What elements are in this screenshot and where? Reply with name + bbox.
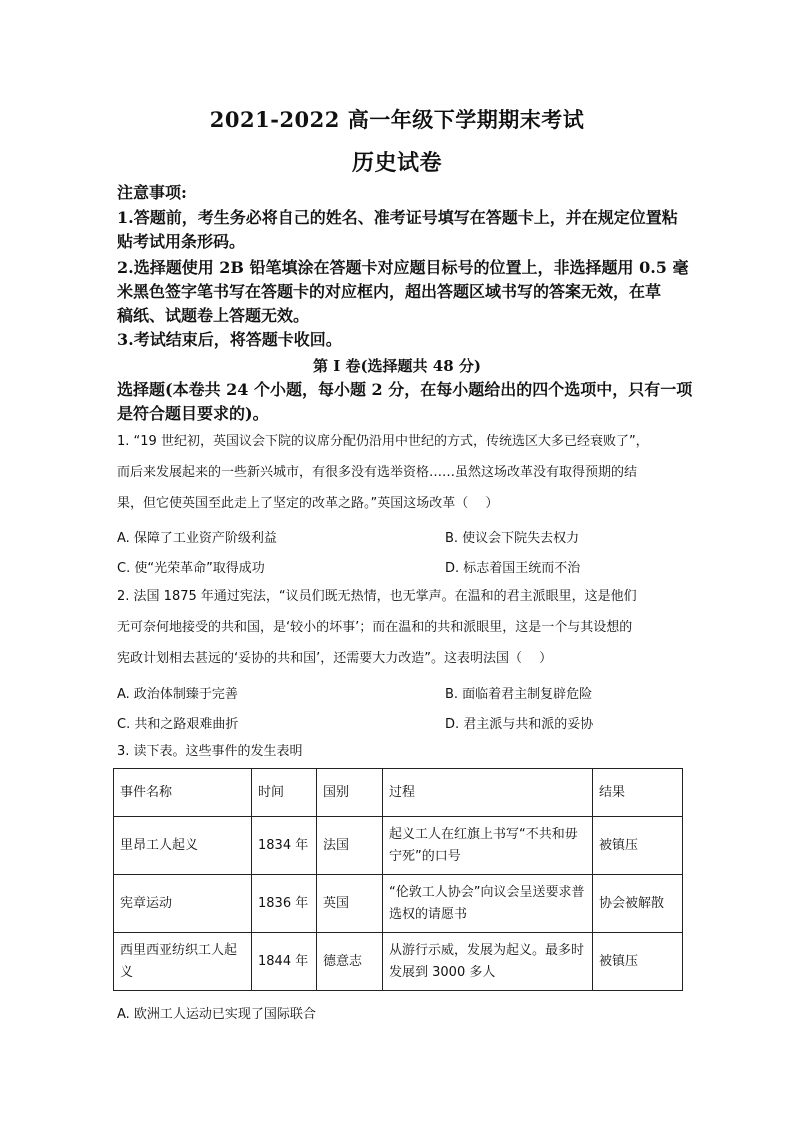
section-instruction: 选择题(本卷共 24 个小题，每小题 2 分，在每小题给出的四个选项中，只有一项 bbox=[117, 380, 693, 399]
notice-heading: 注意事项: bbox=[117, 183, 187, 202]
section-title: 第 I 卷(选择题共 48 分) bbox=[313, 357, 481, 375]
option-a: A. 保障了工业资产阶级利益 bbox=[117, 531, 277, 546]
table-row bbox=[114, 875, 683, 933]
question-text: 3. 读下表。这些事件的发生表明 bbox=[117, 744, 303, 759]
option-a: A. 欧洲工人运动已实现了国际联合 bbox=[117, 1007, 316, 1022]
option-c: C. 共和之路艰难曲折 bbox=[117, 717, 239, 732]
table-header: 事件名称 bbox=[114, 769, 252, 817]
question-text: 无可奈何地接受的共和国，是‘较小的坏事’；而在温和的共和派眼里，这是一个与其设想的 bbox=[117, 620, 633, 635]
table-cell: “伦敦工人协会”向议会呈送要求普选权的请愿书 bbox=[383, 875, 593, 933]
notice-line: 米黑色签字笔书写在答题卡的对应框内，超出答题区域书写的答案无效，在草 bbox=[117, 282, 662, 301]
table-cell: 里昂工人起义 bbox=[114, 817, 252, 875]
table-row bbox=[114, 817, 683, 875]
option-b: B. 面临着君主制复辟危险 bbox=[445, 687, 593, 702]
table-cell: 法国 bbox=[317, 817, 383, 875]
table-cell: 宪章运动 bbox=[114, 875, 252, 933]
table-cell: 被镇压 bbox=[593, 933, 683, 991]
notice-line: 3.考试结束后，将答题卡收回。 bbox=[117, 330, 342, 349]
question-text: 而后来发展起来的一些新兴城市，有很多没有选举资格……虽然这场改革没有取得预期的结 bbox=[117, 465, 638, 480]
notice-line: 1.答题前，考生务必将自己的姓名、准考证号填写在答题卡上，并在规定位置粘 bbox=[117, 208, 678, 227]
exam-title: 2021-2022 高一年级下学期期末考试 bbox=[209, 107, 585, 132]
notice-line: 贴考试用条形码。 bbox=[117, 232, 246, 251]
table-header: 过程 bbox=[383, 769, 593, 817]
table-cell: 协会被解散 bbox=[593, 875, 683, 933]
events-table bbox=[113, 768, 683, 991]
table-cell: 西里西亚纺织工人起义 bbox=[114, 933, 252, 991]
option-a: A. 政治体制臻于完善 bbox=[117, 687, 238, 702]
table-header: 结果 bbox=[593, 769, 683, 817]
table-cell: 1836 年 bbox=[252, 875, 317, 933]
option-c: C. 使“光荣革命”取得成功 bbox=[117, 561, 265, 576]
table-cell: 从游行示威，发展为起义。最多时发展到 3000 多人 bbox=[383, 933, 593, 991]
question-text: 果，但它使英国至此走上了坚定的改革之路。”英国这场改革（ ） bbox=[117, 496, 499, 511]
notice-line: 2.选择题使用 2B 铅笔填涂在答题卡对应题目标号的位置上，非选择题用 0.5 毫 bbox=[117, 258, 689, 277]
option-b: B. 使议会下院失去权力 bbox=[445, 531, 580, 546]
table-cell: 英国 bbox=[317, 875, 383, 933]
exam-subtitle: 历史试卷 bbox=[351, 150, 442, 176]
table-row bbox=[114, 933, 683, 991]
table-cell: 起义工人在红旗上书写“不共和毋宁死”的口号 bbox=[383, 817, 593, 875]
notice-line: 稿纸、试题卷上答题无效。 bbox=[117, 306, 310, 325]
table-cell: 1834 年 bbox=[252, 817, 317, 875]
table-header: 时间 bbox=[252, 769, 317, 817]
table-header-row bbox=[114, 769, 683, 817]
section-instruction: 是符合题目要求的)。 bbox=[117, 404, 269, 423]
question-text: 2. 法国 1875 年通过宪法，“议员们既无热情，也无掌声。在温和的君主派眼里，这是他们 bbox=[117, 589, 637, 604]
table-cell: 德意志 bbox=[317, 933, 383, 991]
option-d: D. 标志着国王统而不治 bbox=[445, 561, 581, 576]
table-cell: 被镇压 bbox=[593, 817, 683, 875]
question-text: 宪政计划相去甚远的‘妥协的共和国’，还需要大力改造”。这表明法国（ ） bbox=[117, 651, 553, 666]
question-text: 1. “19 世纪初，英国议会下院的议席分配仍沿用中世纪的方式，传统选区大多已经衰败了”， bbox=[117, 434, 649, 449]
table-cell: 1844 年 bbox=[252, 933, 317, 991]
option-d: D. 君主派与共和派的妥协 bbox=[445, 717, 594, 732]
table-header: 国别 bbox=[317, 769, 383, 817]
